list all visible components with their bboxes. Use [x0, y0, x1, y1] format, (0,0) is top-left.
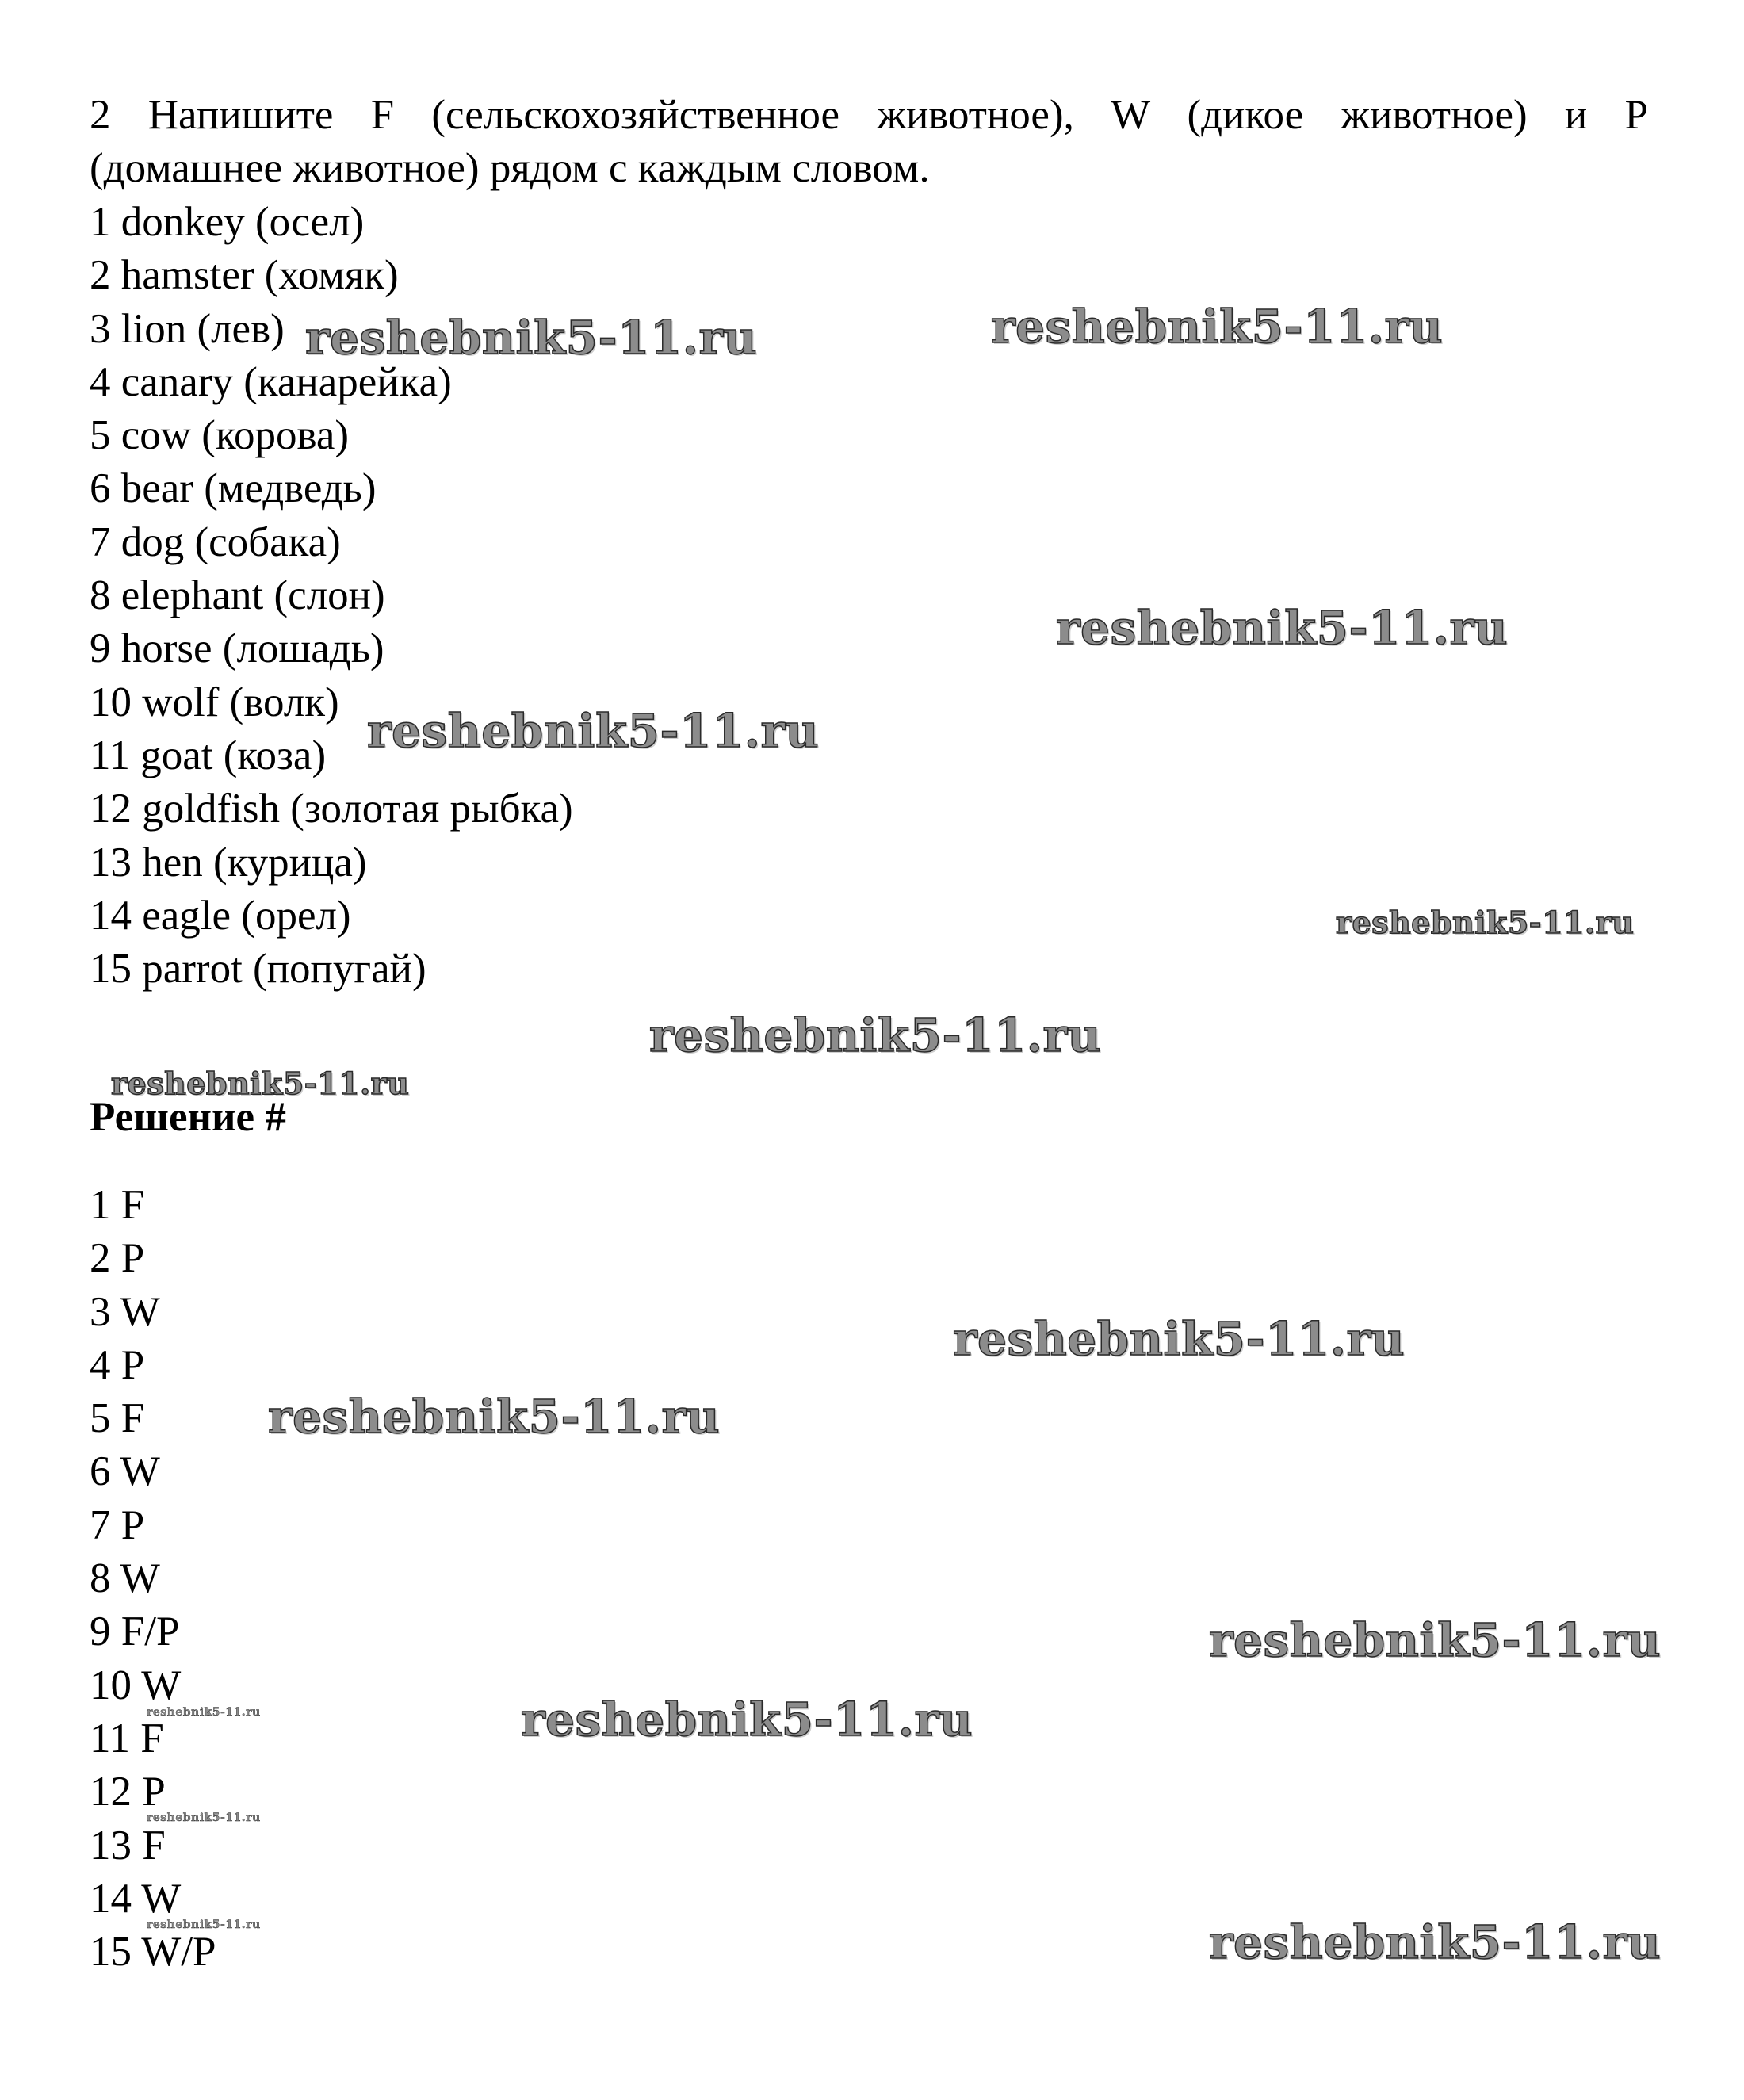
watermark: reshebnik5-11.ru: [147, 1706, 261, 1719]
answer-item: 3 W: [90, 1288, 160, 1335]
watermark: reshebnik5-11.ru: [268, 1390, 721, 1444]
list-item: 10 wolf (волк): [90, 679, 339, 725]
watermark: reshebnik5-11.ru: [649, 1008, 1102, 1062]
answer-list: [90, 1179, 216, 1979]
list-item: 15 parrot (попугай): [90, 946, 426, 993]
answer-item: 4 P: [90, 1341, 145, 1388]
task-instructions-line-1: 2 Напишите F (сельскохозяйственное животное), W (дикое животное) и P: [90, 92, 1648, 138]
answer-item: 13 F: [90, 1822, 166, 1869]
list-item: 13 hen (курица): [90, 839, 367, 886]
answer-item: 8 W: [90, 1555, 160, 1602]
answer-item: 15 W/P: [90, 1929, 216, 1976]
watermark: reshebnik5-11.ru: [1209, 1613, 1662, 1667]
list-item: 3 lion (лев): [90, 305, 285, 352]
answer-item: 7 P: [90, 1501, 145, 1548]
answer-item: 5 F: [90, 1395, 145, 1442]
list-item: 14 eagle (орел): [90, 892, 351, 939]
answer-item: 6 W: [90, 1448, 160, 1495]
watermark: reshebnik5-11.ru: [1336, 905, 1635, 940]
watermark: reshebnik5-11.ru: [1056, 601, 1509, 655]
watermark: reshebnik5-11.ru: [991, 300, 1444, 354]
watermark: reshebnik5-11.ru: [111, 1065, 410, 1101]
watermark: reshebnik5-11.ru: [147, 1811, 261, 1824]
list-item: 8 elephant (слон): [90, 572, 385, 619]
solution-heading: Решение #: [90, 1094, 286, 1140]
answer-item: 1 F: [90, 1182, 145, 1228]
answer-item: 10 W: [90, 1662, 182, 1708]
list-item: 9 horse (лошадь): [90, 625, 384, 672]
list-item: 4 canary (канарейка): [90, 358, 452, 405]
answer-item: 11 F: [90, 1715, 164, 1761]
answer-item: 14 W: [90, 1875, 182, 1922]
list-item: 5 cow (корова): [90, 412, 350, 459]
watermark: reshebnik5-11.ru: [305, 311, 758, 365]
list-item: 12 goldfish (золотая рыбка): [90, 786, 573, 832]
watermark: reshebnik5-11.ru: [147, 1918, 261, 1931]
list-item: 11 goat (коза): [90, 732, 327, 778]
watermark: reshebnik5-11.ru: [367, 704, 820, 758]
list-item: 7 dog (собака): [90, 518, 341, 565]
list-item: 2 hamster (хомяк): [90, 252, 399, 299]
watermark: reshebnik5-11.ru: [521, 1693, 973, 1746]
watermark: reshebnik5-11.ru: [953, 1312, 1406, 1366]
answer-item: 12 P: [90, 1769, 166, 1815]
answer-item: 9 F/P: [90, 1608, 180, 1655]
watermark: reshebnik5-11.ru: [1209, 1915, 1662, 1969]
list-item: 6 bear (медведь): [90, 465, 377, 512]
task-instructions: [90, 89, 1648, 195]
task-instructions-line-2: (домашнее животное) рядом с каждым словом.: [90, 145, 930, 191]
answer-item: 2 P: [90, 1235, 145, 1282]
list-item: 1 donkey (осел): [90, 199, 365, 245]
